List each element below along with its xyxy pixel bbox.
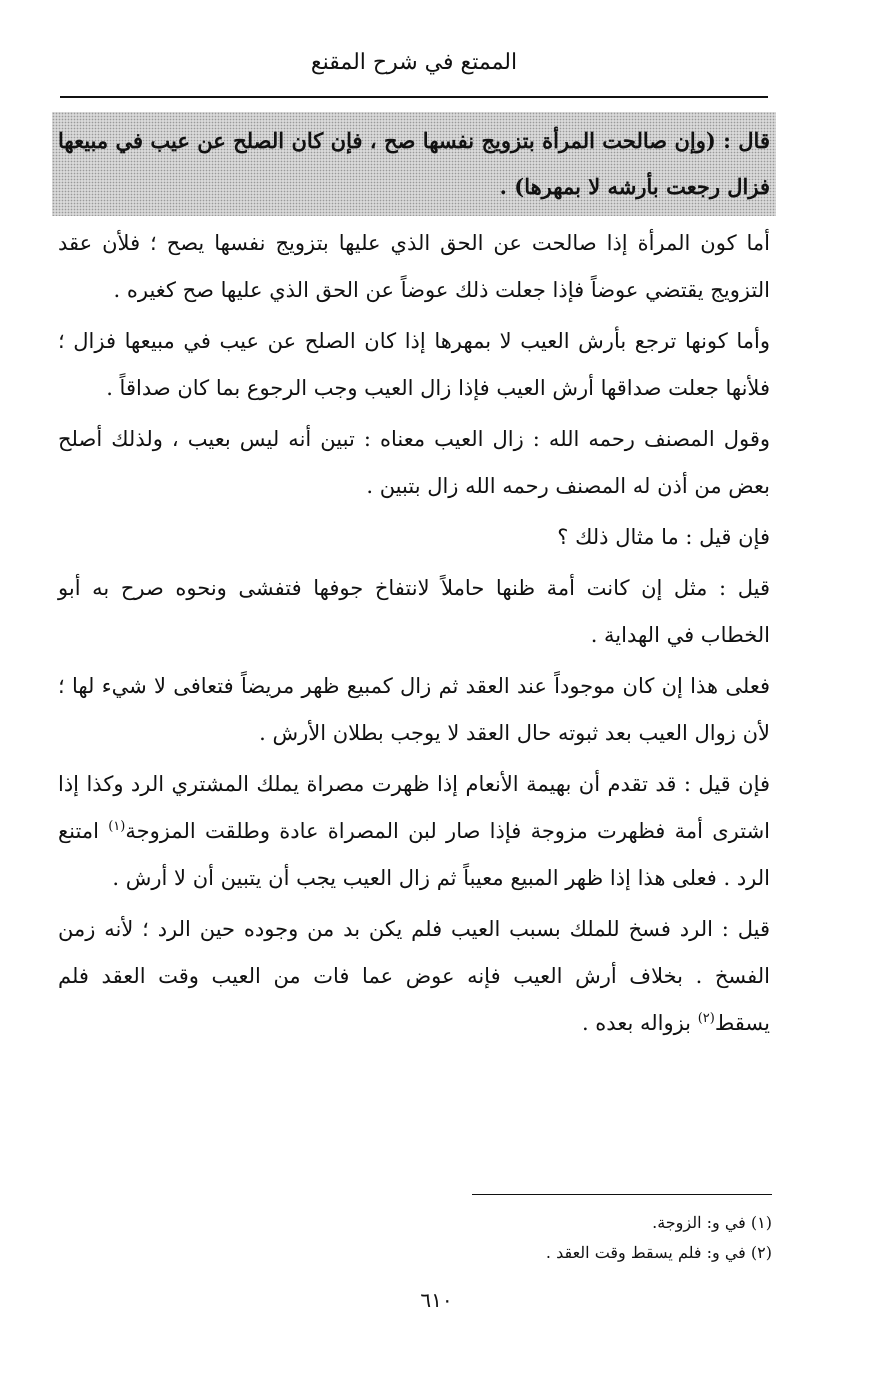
footnote-ref-2[interactable]: (٢) — [697, 1011, 715, 1026]
paragraph-8-part-1: قيل : الرد فسخ للملك بسبب العيب فلم يكن بد من وجوده حين الرد ؛ لأنه زمن الفسخ . بخلاف أرش العيب فإنه عوض عما فات من العيب وقت العقد فلم يسقط — [58, 917, 770, 1035]
footnote-1: (١) في و: الزوجة. — [652, 1213, 772, 1232]
footnote-ref-1[interactable]: (١) — [108, 819, 126, 834]
paragraph-7 — [58, 761, 770, 902]
paragraph-4: فإن قيل : ما مثال ذلك ؟ — [557, 525, 770, 549]
footnote-2: (٢) في و: فلم يسقط وقت العقد . — [545, 1243, 772, 1262]
footnotes — [60, 1208, 772, 1268]
header-rule — [60, 96, 768, 98]
main-text — [58, 112, 770, 1051]
paragraph-8 — [58, 906, 770, 1047]
paragraph-2: وأما كونها ترجع بأرش العيب لا بمهرها إذا كان الصلح عن عيب في مبيعها فزال ؛ فلأنها جعلت صداقها أرش العيب فإذا زال العيب وجب الرجوع بما كان صداقاً . — [58, 329, 770, 400]
paragraph-5: قيل : مثل إن كانت أمة ظنها حاملاً لانتفاخ جوفها فتفشى ونحوه صرح به أبو الخطاب في الهداية . — [58, 576, 770, 647]
matn-highlight: قال : (وإن صالحت المرأة بتزويج نفسها صح ، فإن كان الصلح عن عيب في مبيعها فزال رجعت بأرشه لا بمهرها) . — [52, 112, 776, 216]
paragraph-6: فعلى هذا إن كان موجوداً عند العقد ثم زال كمبيع ظهر مريضاً فتعافى لا شيء لها ؛ لأن زوال العيب بعد ثبوته حال العقد لا يوجب بطلان الأرش . — [58, 674, 770, 745]
paragraph-1: أما كون المرأة إذا صالحت عن الحق الذي عليها بتزويج نفسها يصح ؛ فلأن عقد التزويج يقتضي عوضاً فإذا جعلت ذلك عوضاً عن الحق الذي عليها صح كغيره . — [58, 231, 770, 302]
footnote-rule — [472, 1194, 772, 1195]
paragraph-8-part-2: بزواله بعده . — [581, 1011, 698, 1035]
page-number: ٦١٠ — [420, 1288, 453, 1312]
paragraph-7-part-1: فإن قيل : قد تقدم أن بهيمة الأنعام إذا ظهرت مصراة يملك المشتري الرد وكذا إذا اشترى أمة فظهرت مزوجة فإذا صار لبن المصراة عادة وطلقت المزوجة — [58, 772, 771, 843]
running-header: الممتع في شرح المقنع — [310, 50, 518, 75]
paragraph-3: وقول المصنف رحمه الله : زال العيب معناه : تبين أنه ليس بعيب ، ولذلك أصلح بعض من أذن له المصنف رحمه الله زال بتبين . — [58, 427, 770, 498]
paragraph-7-part-2: امتنع الرد . فعلى هذا إذا ظهر المبيع معيباً ثم زال العيب يجب أن يتبين أن لا أرش . — [58, 819, 770, 890]
